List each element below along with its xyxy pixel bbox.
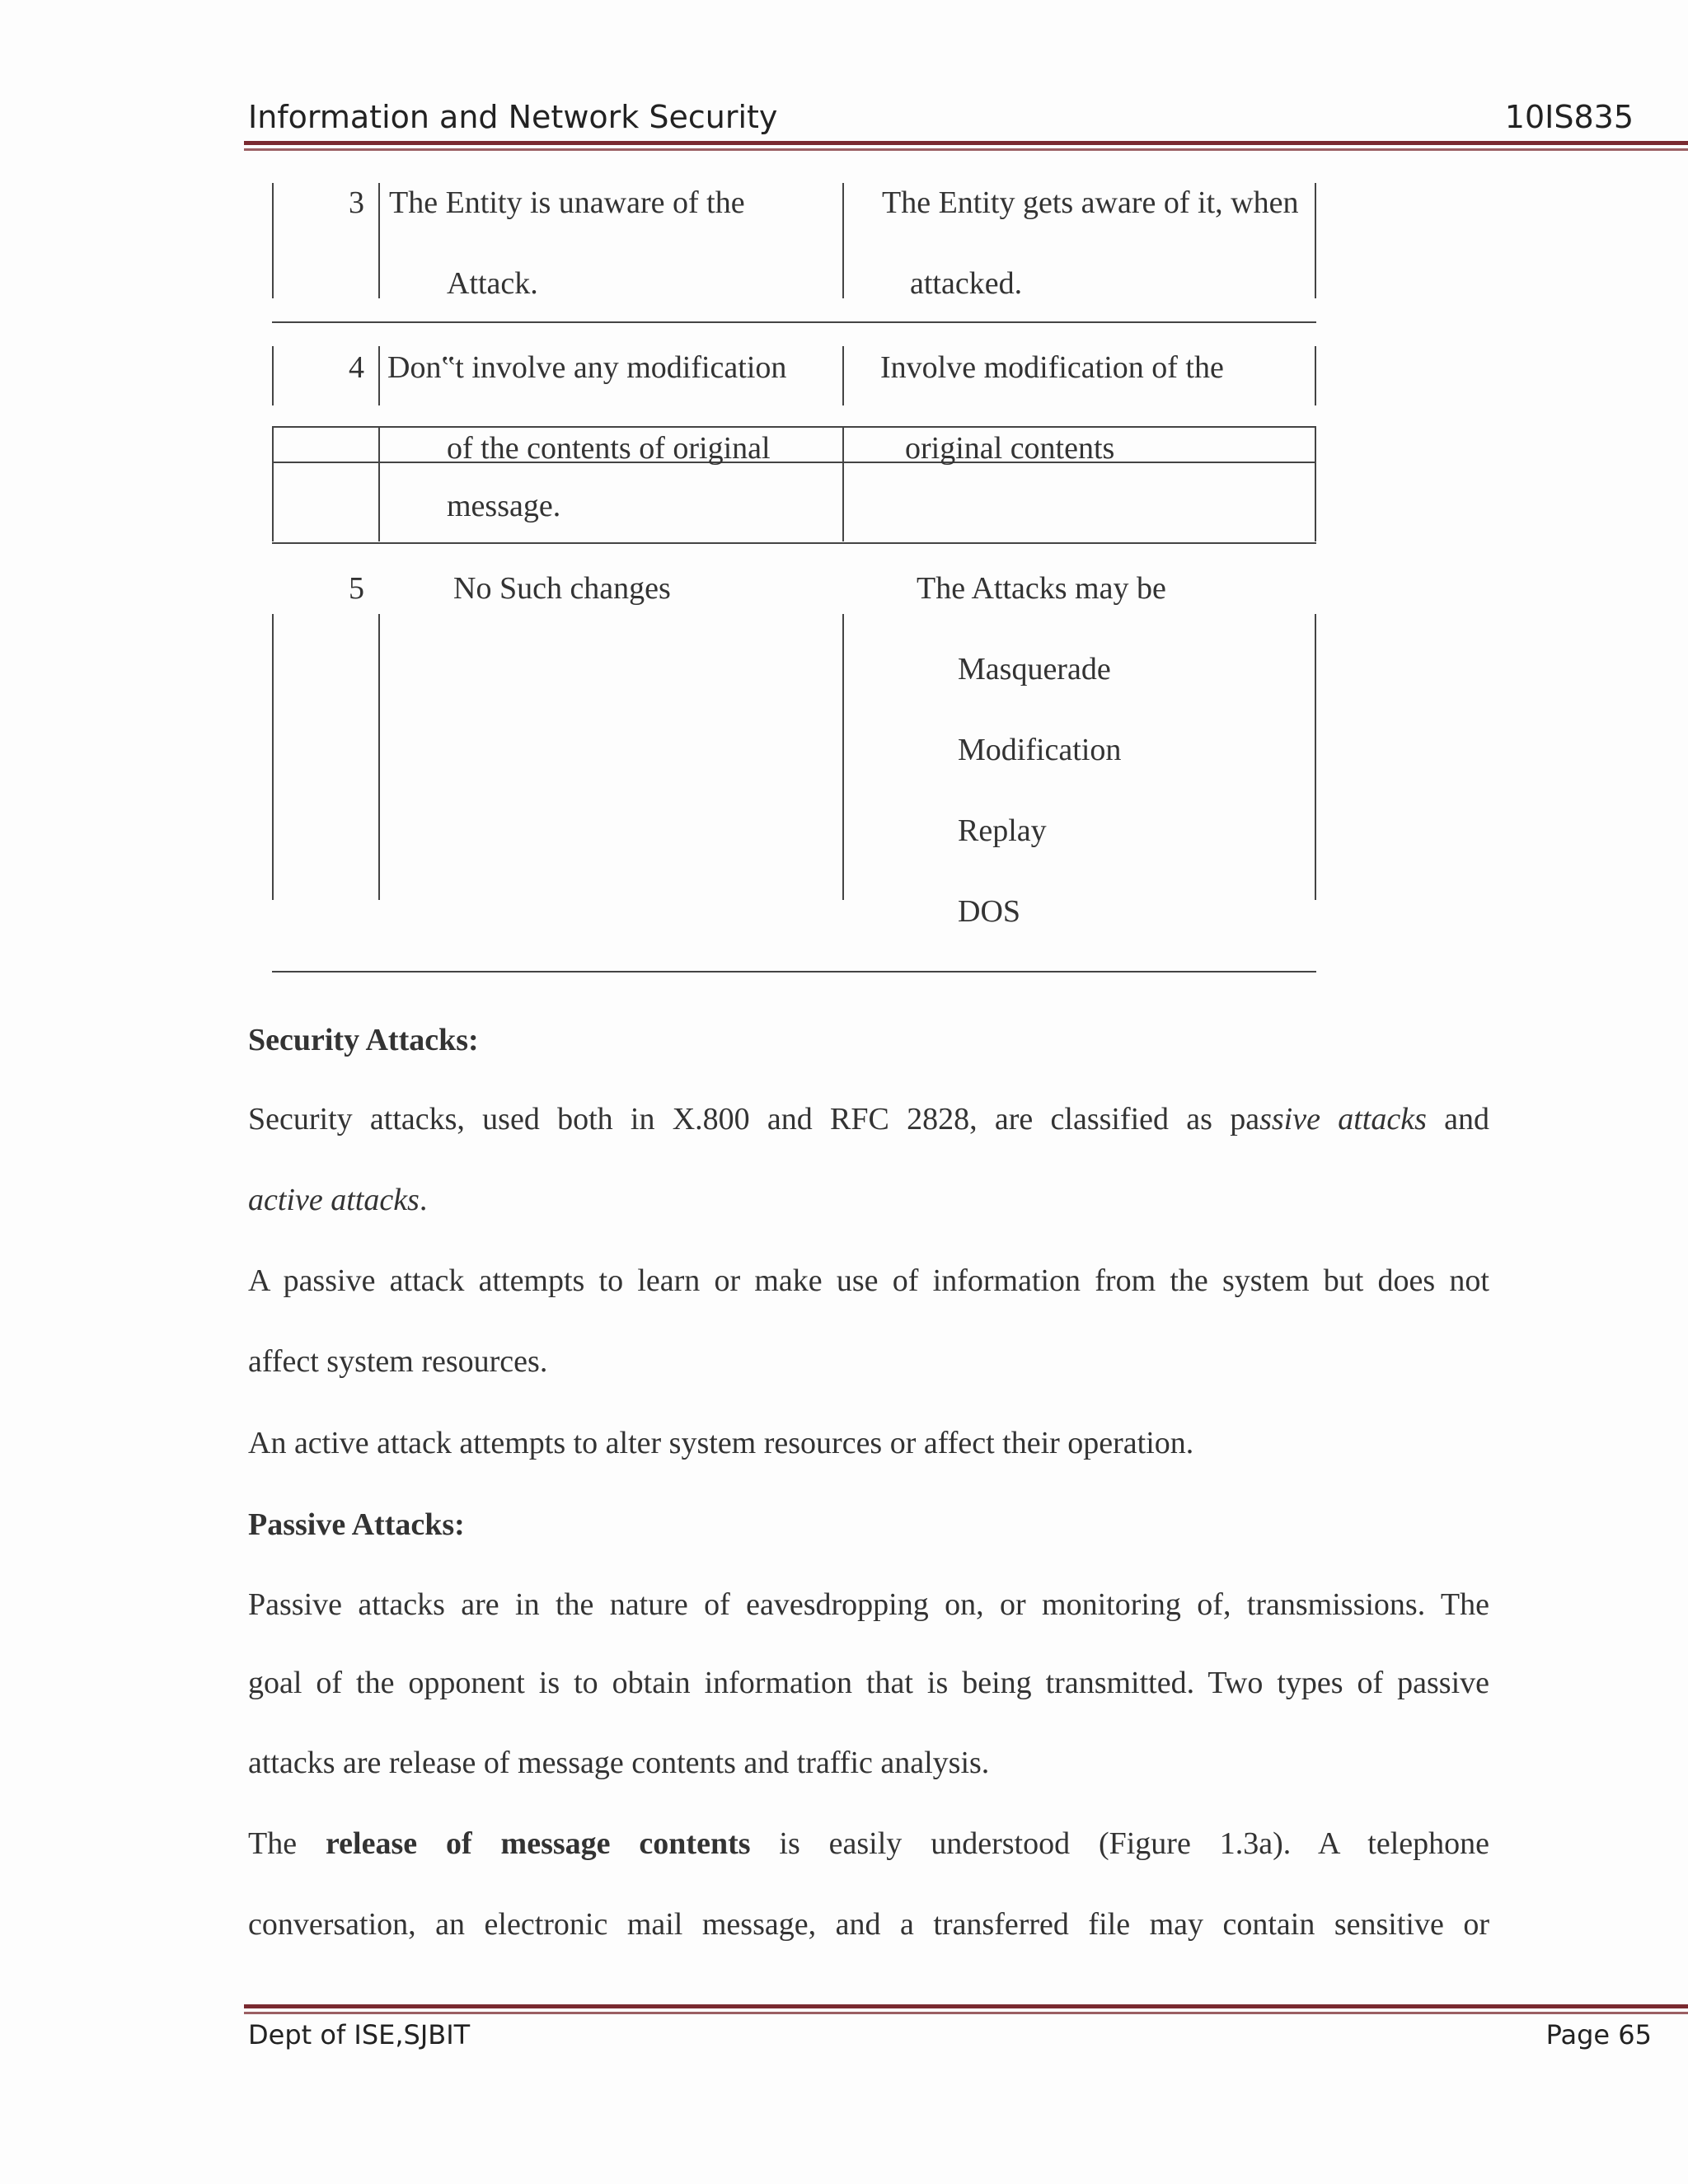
table-border — [272, 426, 274, 541]
bold-text: release of message contents — [325, 1826, 751, 1861]
table-cell: Masquerade — [958, 652, 1111, 687]
header-course-code: 10IS835 — [1504, 99, 1634, 135]
header-rule — [244, 141, 1688, 145]
text-span: . — [419, 1183, 428, 1217]
header-rule-thin — [244, 148, 1688, 151]
section-heading: Security Attacks: — [248, 1023, 479, 1057]
paragraph-line: A passive attack attempts to learn or make use of information from the system but does not — [248, 1263, 1489, 1298]
footer-rule — [244, 2004, 1688, 2008]
table-border — [842, 183, 844, 298]
table-cell: The Attacks may be — [917, 571, 1166, 606]
table-cell: The Entity gets aware of it, when — [882, 185, 1299, 220]
header-title: Information and Network Security — [248, 99, 778, 135]
table-border — [842, 346, 844, 405]
table-cell: attacked. — [910, 266, 1023, 301]
table-border — [1315, 426, 1316, 541]
text-span: The — [248, 1826, 298, 1861]
italic-text: active attacks — [248, 1183, 420, 1217]
italic-text: ssive attacks — [1259, 1102, 1427, 1137]
table-border — [272, 614, 274, 900]
table-cell: of the contents of original — [447, 431, 771, 466]
paragraph-line — [248, 1182, 1489, 1218]
table-border — [272, 321, 1316, 323]
table-cell: Replay — [958, 813, 1047, 848]
text-span: and — [1426, 1102, 1489, 1137]
row-number: 5 — [349, 571, 364, 606]
table-border — [842, 614, 844, 900]
table-border — [1315, 183, 1316, 298]
table-cell: Don‟t involve any modification — [387, 350, 787, 385]
footer-rule-thin — [244, 2012, 1688, 2014]
table-cell: Modification — [958, 733, 1122, 767]
text-span: Security attacks, used both in X.800 and RFC 2828, are classified as pa — [248, 1102, 1260, 1137]
paragraph-line: An active attack attempts to alter system resources or affect their operation. — [248, 1426, 1194, 1460]
table-border — [1315, 346, 1316, 405]
table-cell: original contents — [905, 431, 1115, 466]
paragraph-line — [248, 1825, 1489, 1862]
table-cell: Involve modification of the — [880, 350, 1224, 385]
table-cell: The Entity is unaware of the — [389, 185, 745, 220]
table-border — [1315, 614, 1316, 900]
table-border — [378, 346, 380, 405]
row-number: 4 — [349, 350, 364, 385]
table-border — [272, 346, 274, 405]
table-cell: Attack. — [447, 266, 538, 301]
paragraph-line: attacks are release of message contents and traffic analysis. — [248, 1746, 990, 1780]
table-border — [378, 183, 380, 298]
footer-page-number: Page 65 — [1545, 2019, 1652, 2050]
table-border — [272, 426, 1316, 428]
row-number: 3 — [349, 185, 364, 220]
table-border — [378, 614, 380, 900]
paragraph-line — [248, 1101, 1489, 1137]
paragraph-line: conversation, an electronic mail message, and a transferred file may contain sensitive or — [248, 1907, 1489, 1942]
paragraph-line: goal of the opponent is to obtain information that is being transmitted. Two types of passive — [248, 1666, 1489, 1700]
paragraph-line: affect system resources. — [248, 1344, 548, 1379]
paragraph-line: Passive attacks are in the nature of eavesdropping on, or monitoring of, transmissions. The — [248, 1587, 1489, 1622]
table-cell: message. — [447, 489, 561, 523]
table-border — [272, 542, 1316, 544]
footer-department: Dept of ISE,SJBIT — [248, 2019, 471, 2050]
table-border — [272, 462, 1316, 463]
table-cell: DOS — [958, 894, 1021, 929]
table-border — [272, 183, 274, 298]
section-heading: Passive Attacks: — [248, 1507, 465, 1542]
table-border — [272, 971, 1316, 972]
text-span: is easily understood (Figure 1.3a). A telephone — [779, 1826, 1490, 1861]
table-border — [842, 426, 844, 541]
table-cell: No Such changes — [453, 571, 671, 606]
table-border — [378, 426, 380, 541]
